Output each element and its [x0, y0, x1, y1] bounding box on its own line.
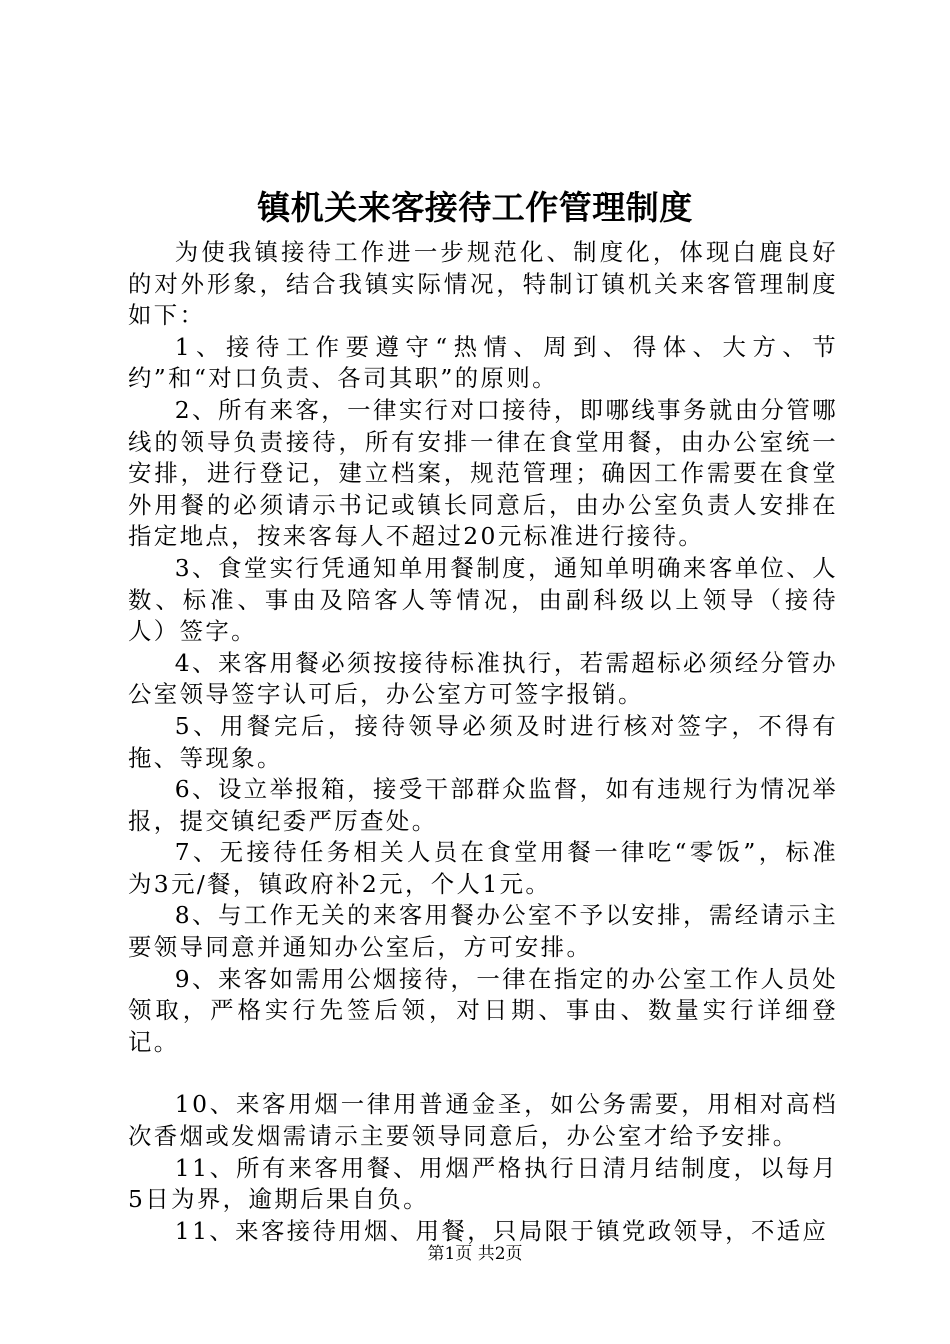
rule-paragraph-4: 4、来客用餐必须按接待标准执行，若需超标必须经分管办公室领导签字认可后，办公室方可签字报销。: [128, 648, 838, 709]
document-body: [128, 237, 838, 1247]
rule-paragraph-9: 9、来客如需用公烟接待，一律在指定的办公室工作人员处领取，严格实行先签后领，对日期、事由、数量实行详细登记。: [128, 964, 838, 1056]
page-footer: 第1页 共2页: [427, 1244, 523, 1264]
intro-paragraph: 为使我镇接待工作进一步规范化、制度化，体现白鹿良好的对外形象，结合我镇实际情况，特制订镇机关来客管理制度如下：: [128, 238, 838, 330]
rule-paragraph-6: 6、设立举报箱，接受干部群众监督，如有违规行为情况举报，提交镇纪委严厉查处。: [128, 775, 838, 835]
rule-paragraph-11b: 11、来客接待用烟、用餐，只局限于镇党政领导，不适应: [174, 1216, 829, 1245]
rule-paragraph-1: 1、接待工作要遵守“热情、周到、得体、大方、节约”和“对口负责、各司其职”的原则。: [128, 332, 838, 393]
document-title: 镇机关来客接待工作管理制度: [257, 188, 693, 227]
rule-paragraph-5: 5、用餐完后，接待领导必须及时进行核对签字，不得有拖、等现象。: [128, 711, 838, 772]
rule-paragraph-2: 2、所有来客，一律实行对口接待，即哪线事务就由分管哪线的领导负责接待，所有安排一律在食堂用餐，由办公室统一安排，进行登记，建立档案，规范管理；确因工作需要在食堂外用餐的必须请示书记或镇长同意后，由办公室负责人安排在指定地点，按来客每人不超过20元标准进行接待。: [128, 395, 838, 551]
rule-paragraph-10: 10、来客用烟一律用普通金圣，如公务需要，用相对高档次香烟或发烟需请示主要领导同意后，办公室才给予安排。: [128, 1090, 838, 1151]
rule-paragraph-7: 7、无接待任务相关人员在食堂用餐一律吃“零饭”，标准为3元/餐，镇政府补2元，个人1元。: [128, 838, 838, 898]
rule-paragraph-3: 3、食堂实行凭通知单用餐制度，通知单明确来客单位、人数、标准、事由及陪客人等情况，由副科级以上领导（接待人）签字。: [128, 553, 838, 646]
rule-paragraph-11a: 11、所有来客用餐、用烟严格执行日清月结制度，以每月5日为界，逾期后果自负。: [128, 1153, 838, 1214]
rule-paragraph-8: 8、与工作无关的来客用餐办公室不予以安排，需经请示主要领导同意并通知办公室后，方可安排。: [128, 901, 838, 962]
